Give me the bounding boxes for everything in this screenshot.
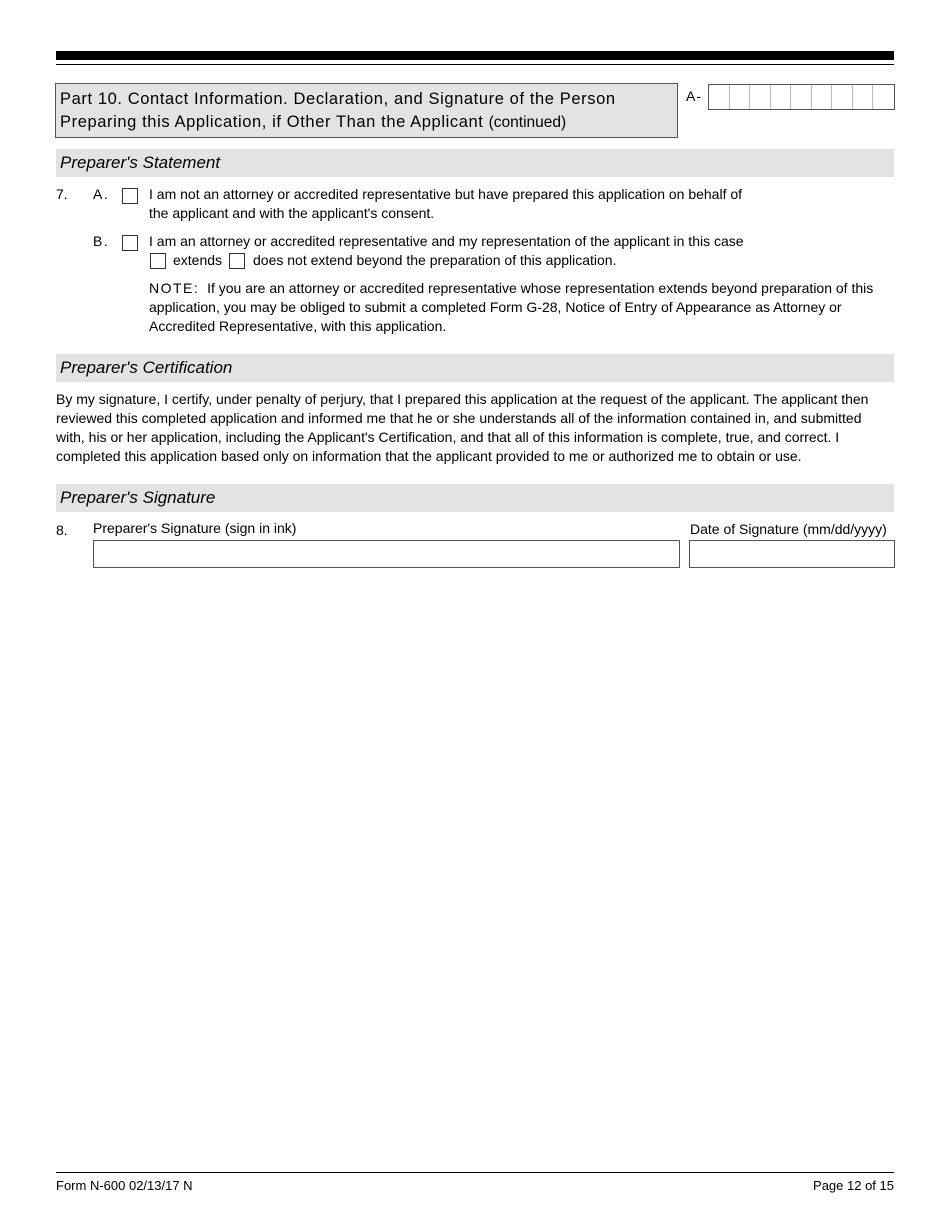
part-10-header [55, 83, 678, 138]
extends-checkbox[interactable] [150, 253, 166, 269]
a-number-digit[interactable] [873, 85, 894, 109]
date-label: Date of Signature (mm/dd/yyyy) [690, 521, 887, 537]
note-block [149, 279, 873, 336]
preparer-signature-heading: Preparer's Signature [56, 484, 894, 512]
option-a-line2: the applicant and with the applicant's consent. [149, 205, 435, 221]
a-number-label: A- [686, 88, 702, 104]
a-number-digit[interactable] [812, 85, 833, 109]
item-8-number: 8. [56, 522, 68, 538]
option-a-checkbox[interactable] [122, 188, 138, 204]
part-title-line2: Preparing this Application, if Other Than the Applicant [60, 113, 484, 131]
page-number: Page 12 of 15 [813, 1178, 894, 1193]
certification-text [56, 390, 868, 466]
signature-label: Preparer's Signature (sign in ink) [93, 520, 297, 536]
top-rule-thin [56, 64, 894, 65]
preparer-statement-heading: Preparer's Statement [56, 149, 894, 177]
continued-label: (continued) [488, 114, 567, 131]
a-number-digit[interactable] [853, 85, 874, 109]
certification-line2: reviewed this completed application and informed me that he or she understands all of the information contained in, and submitted [56, 410, 862, 426]
a-number-digit[interactable] [709, 85, 730, 109]
note-line3: Accredited Representative, with this application. [149, 318, 447, 334]
does-not-extend-label: does not extend beyond the preparation of this application. [253, 252, 617, 268]
preparer-certification-heading: Preparer's Certification [56, 354, 894, 382]
certification-line3: with, his or her application, including the Applicant's Certification, and that all of this information is complete, true, and correct. I [56, 429, 840, 445]
form-id: Form N-600 02/13/17 N [56, 1178, 193, 1193]
option-b-line1: I am an attorney or accredited representative and my representation of the applicant in this case [149, 233, 744, 249]
option-b-letter: B. [93, 233, 110, 249]
option-a-line1: I am not an attorney or accredited representative but have prepared this application on behalf of [149, 186, 743, 202]
option-b-checkbox[interactable] [122, 235, 138, 251]
note-line1: If you are an attorney or accredited representative whose representation extends beyond preparation of this [207, 280, 874, 296]
a-number-digit[interactable] [730, 85, 751, 109]
item-7-number: 7. [56, 186, 68, 202]
date-field[interactable] [689, 540, 895, 568]
note-line2: application, you may be obliged to submit a completed Form G-28, Notice of Entry of Appearance as Attorney or [149, 299, 842, 315]
footer-rule [56, 1172, 894, 1173]
signature-field[interactable] [93, 540, 680, 568]
a-number-digit[interactable] [791, 85, 812, 109]
extends-label: extends [173, 252, 223, 268]
a-number-digit[interactable] [750, 85, 771, 109]
a-number-digit[interactable] [771, 85, 792, 109]
certification-line4: completed this application based only on information that the applicant provided to me or authorized me to obtain or use. [56, 448, 802, 464]
top-rule-thick [56, 51, 894, 60]
does-not-extend-checkbox[interactable] [229, 253, 245, 269]
option-a-letter: A. [93, 186, 110, 202]
a-number-digit[interactable] [832, 85, 853, 109]
certification-line1: By my signature, I certify, under penalty of perjury, that I prepared this application at the request of the applicant. The applicant then [56, 391, 869, 407]
part-title-line1: Part 10. Contact Information. Declaration, and Signature of the Person [60, 90, 616, 108]
option-a-text [149, 185, 742, 223]
note-label: NOTE: [149, 280, 200, 296]
a-number-input[interactable] [708, 84, 895, 110]
